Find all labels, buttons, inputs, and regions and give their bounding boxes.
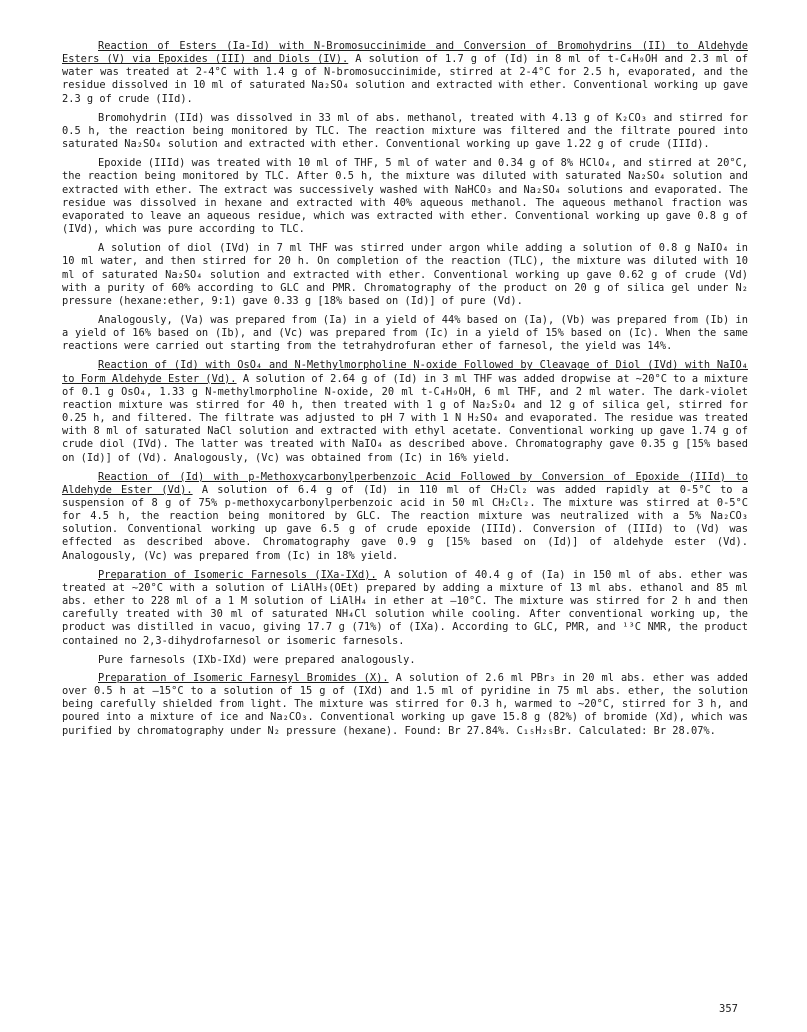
section-heading: Reaction of Esters (Ia-Id) with N-Bromosuccinimide and Conversion of Bromohydrins (II) to Aldehyde Esters (V) via Epoxides (III) and Diols (IV). [62, 40, 748, 66]
paragraph-epoxide [62, 157, 748, 236]
section-heading: Reaction of (Id) with OsO₄ and N-Methylmorpholine N-oxide Followed by Cleavage of Diol (IVd) with NaIO₄ to Form Aldehyde Ester (Vd). [62, 359, 748, 385]
paragraph-diol [62, 242, 748, 308]
paragraph-text: Analogously, (Va) was prepared from (Ia) in a yield of 44% based on (Ia), (Vb) was prepared from (Ib) in a yield of 16% based on (Ib), and (Vc) was prepared from (Ic) in a yield of 15% based on (Ic). When the same reactions were carried out starting from the tetrahydrofuran ether of farnesol, the yield was 14%. [62, 313, 748, 353]
paragraph-analogous [62, 314, 748, 353]
paragraph-oso4-reaction [62, 359, 748, 464]
paragraph-farnesyl-bromides [62, 672, 748, 738]
paragraph-perbenzoic-reaction [62, 471, 748, 563]
paragraph-pure-farnesols [62, 654, 748, 667]
document-body [62, 40, 748, 744]
paragraph-text: A solution of diol (IVd) in 7 ml THF was stirred under argon while adding a solution of 0.8 g NaIO₄ in 10 ml water, and then stirred for 20 h. On completion of the reaction (TLC), the mixture was diluted with 10 ml of saturated Na₂SO₄ solution and extracted with ether. Conventional working up gave 0.62 g of crude (Vd) with a purity of 60% according to GLC and PMR. Chromatography of the product on 20 g of silica gel under N₂ pressure (hexane:ether, 9:1) gave 0.33 g [18% based on (Id)] of pure (Vd). [62, 242, 748, 307]
page-number: 357 [719, 1003, 738, 1015]
section-heading: Reaction of (Id) with p-Methoxycarbonylperbenzoic Acid Followed by Conversion of Epoxide (IIId) to Aldehyde Ester (Vd). [62, 470, 748, 496]
paragraph-text: Pure farnesols (IXb-IXd) were prepared analogously. [98, 653, 416, 666]
paragraph-text: Bromohydrin (IId) was dissolved in 33 ml of abs. methanol, treated with 4.13 g of K₂CO₃ and stirred for 0.5 h, the reaction being monitored by TLC. The reaction mixture was filtered and the filtrate poured into saturated Na₂SO₄ solution and extracted with ether. Conventional working up gave 1.22 g of crude (IIId). [62, 111, 748, 151]
paragraph-nbs-reaction [62, 40, 748, 106]
paragraph-text: A solution of 2.64 g of (Id) in 3 ml THF was added dropwise at ~20°C to a mixture of 0.1 g OsO₄, 1.33 g N-methylmorpholine N-oxide, 20 ml t-C₄H₉OH, 6 ml THF, and 2 ml water. The dark-violet reaction mixture was stirred for 40 h, then treated with 1 g of Na₂S₂O₄ and 12 g of silica gel, stirred for 0.25 h, and filtered. The filtrate was adjusted to pH 7 with 1 N H₂SO₄ and evaporated. The residue was treated with 8 ml of saturated NaCl solution and extracted with ethyl acetate. Conventional working up gave 1.74 g of crude diol (IVd). The latter was treated with NaIO₄ as described above. Chromatography gave 0.35 g [15% based on (Id)] of (Vd). Analogously, (Vc) was obtained from (Ic) in 16% yield. [62, 372, 748, 464]
paragraph-text: A solution of 2.6 ml PBr₃ in 20 ml abs. ether was added over 0.5 h at –15°C to a solution of 15 g of (IXd) and 1.5 ml of pyridine in 75 ml abs. ether, the solution being carefully shielded from light. The mixture was stirred for 0.3 h, warmed to ~20°C, stirred for 3 h, and poured into a mixture of ice and Na₂CO₃. Conventional working up gave 15.8 g (82%) of bromide (Xd), which was purified by chromatography under N₂ pressure (hexane). Found: Br 27.84%. C₁₅H₂₅Br. Calculated: Br 28.07%. [62, 671, 748, 737]
paragraph-bromohydrin [62, 112, 748, 151]
paragraph-text: Epoxide (IIId) was treated with 10 ml of THF, 5 ml of water and 0.34 g of 8% HClO₄, and stirred at 20°C, the reaction being monitored by TLC. After 0.5 h, the mixture was diluted with saturated Na₂SO₄ solution and extracted with ether. The extract was successively washed with NaHCO₃ and Na₂SO₄ solutions and evaporated. The residue was dissolved in hexane and extracted with 40% aqueous methanol. The aqueous methanol fraction was evaporated to leave an aqueous residue, which was extracted with ether. Conventional working up gave 0.8 g of (IVd), which was pure according to TLC. [62, 157, 748, 236]
paragraph-farnesols [62, 569, 748, 648]
paragraph-text: A solution of 1.7 g of (Id) in 8 ml of t-C₄H₉OH and 2.3 ml of water was treated at 2-4°C with 1.4 g of N-bromosuccinimide, stirred at 2-4°C for 2.5 h, evaporated, and the residue dissolved in 10 ml of saturated Na₂SO₄ solution and extracted with ether. Conventional working up gave 2.3 g of crude (IId). [62, 53, 748, 105]
section-heading: Preparation of Isomeric Farnesols (IXa-IXd). [98, 568, 377, 581]
section-heading: Preparation of Isomeric Farnesyl Bromides (X). [98, 671, 389, 684]
paragraph-text: A solution of 6.4 g of (Id) in 110 ml of CH₂Cl₂ was added rapidly at 0-5°C to a suspension of 8 g of 75% p-methoxycarbonylperbenzoic acid in 50 ml CH₂Cl₂. The mixture was stirred at 0-5°C for 4.5 h, the reaction being monitored by GLC. The reaction mixture was neutralized with a 5% Na₂CO₃ solution. Conventional working up gave 6.5 g of crude epoxide (IIId). Conversion of (IIId) to (Vd) was effected as described above. Chromatography gave 0.9 g [15% based on (Id)] of aldehyde ester (Vd). Analogously, (Vc) was prepared from (Ic) in 18% yield. [62, 483, 748, 562]
paragraph-text: A solution of 40.4 g of (Ia) in 150 ml of abs. ether was treated at ~20°C with a solution of LiAlH₃(OEt) prepared by adding a mixture of 13 ml abs. ethanol and 85 ml abs. ether to 228 ml of a 1 M solution of LiAlH₄ in ether at –10°C. The mixture was stirred for 2 h and then carefully treated with 30 ml of saturated NH₄Cl solution while cooling. After conventional working up, the product was distilled in vacuo, giving 17.7 g (71%) of (IXa). According to GLC, PMR, and ¹³C NMR, the product contained no 2,3-dihydrofarnesol or isomeric farnesols. [62, 568, 748, 647]
